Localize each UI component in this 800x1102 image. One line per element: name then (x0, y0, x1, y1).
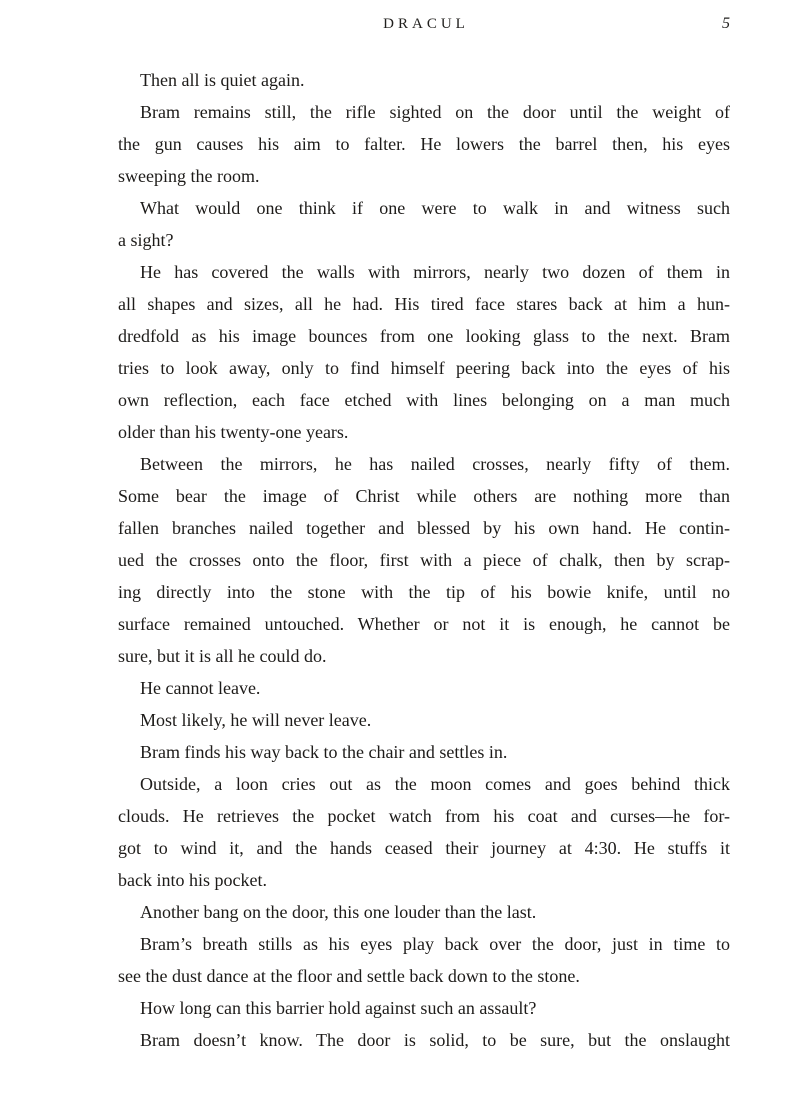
running-head (118, 12, 730, 44)
text-line: all shapes and sizes, all he had. His tired face stares back at him a hun- (118, 294, 730, 314)
text-line: own reflection, each face etched with lines belonging on a man much (118, 390, 730, 410)
text-line: see the dust dance at the floor and settle back down to the stone. (118, 966, 580, 986)
paragraph (118, 896, 730, 928)
text-line: surface remained untouched. Whether or not it is enough, he cannot be (118, 614, 730, 634)
paragraph (118, 64, 730, 96)
page-number: 5 (722, 15, 730, 32)
text-line: the gun causes his aim to falter. He lowers the barrel then, his eyes (118, 134, 730, 154)
text-block (118, 12, 730, 1056)
text-line: Then all is quiet again. (140, 70, 305, 90)
text-line: dredfold as his image bounces from one looking glass to the next. Bram (118, 326, 730, 346)
text-line: Bram remains still, the rifle sighted on the door until the weight of (140, 102, 730, 122)
paragraph (118, 96, 730, 192)
text-line: older than his twenty-one years. (118, 422, 349, 442)
text-line: Another bang on the door, this one louder than the last. (140, 902, 537, 922)
text-line: tries to look away, only to find himself peering back into the eyes of his (118, 358, 730, 378)
paragraph (118, 256, 730, 448)
text-line: Some bear the image of Christ while others are nothing more than (118, 486, 730, 506)
text-line: Bram doesn’t know. The door is solid, to be sure, but the onslaught (140, 1030, 730, 1050)
text-line: got to wind it, and the hands ceased their journey at 4:30. He stuffs it (118, 838, 730, 858)
text-line: Most likely, he will never leave. (140, 710, 372, 730)
text-line: What would one think if one were to walk in and witness such (140, 198, 730, 218)
paragraph (118, 928, 730, 992)
paragraph (118, 1024, 730, 1056)
body-text (118, 64, 730, 1056)
text-line: Bram’s breath stills as his eyes play back over the door, just in time to (140, 934, 730, 954)
paragraph (118, 448, 730, 672)
text-line: ued the crosses onto the floor, first with a piece of chalk, then by scrap- (118, 550, 730, 570)
paragraph (118, 768, 730, 896)
running-head-title: DRACUL (383, 16, 469, 32)
text-line: fallen branches nailed together and blessed by his own hand. He contin- (118, 518, 730, 538)
text-line: He cannot leave. (140, 678, 261, 698)
text-line: Bram finds his way back to the chair and settles in. (140, 742, 508, 762)
text-line: Outside, a loon cries out as the moon comes and goes behind thick (140, 774, 730, 794)
paragraph (118, 704, 730, 736)
text-line: a sight? (118, 230, 174, 250)
paragraph (118, 672, 730, 704)
text-line: sure, but it is all he could do. (118, 646, 327, 666)
text-line: Between the mirrors, he has nailed crosses, nearly fifty of them. (140, 454, 730, 474)
text-line: back into his pocket. (118, 870, 267, 890)
text-line: How long can this barrier hold against such an assault? (140, 998, 537, 1018)
paragraph (118, 736, 730, 768)
paragraph (118, 192, 730, 256)
text-line: He has covered the walls with mirrors, nearly two dozen of them in (140, 262, 730, 282)
paragraph (118, 992, 730, 1024)
text-line: ing directly into the stone with the tip of his bowie knife, until no (118, 582, 730, 602)
text-line: sweeping the room. (118, 166, 260, 186)
text-line: clouds. He retrieves the pocket watch from his coat and curses—he for- (118, 806, 730, 826)
